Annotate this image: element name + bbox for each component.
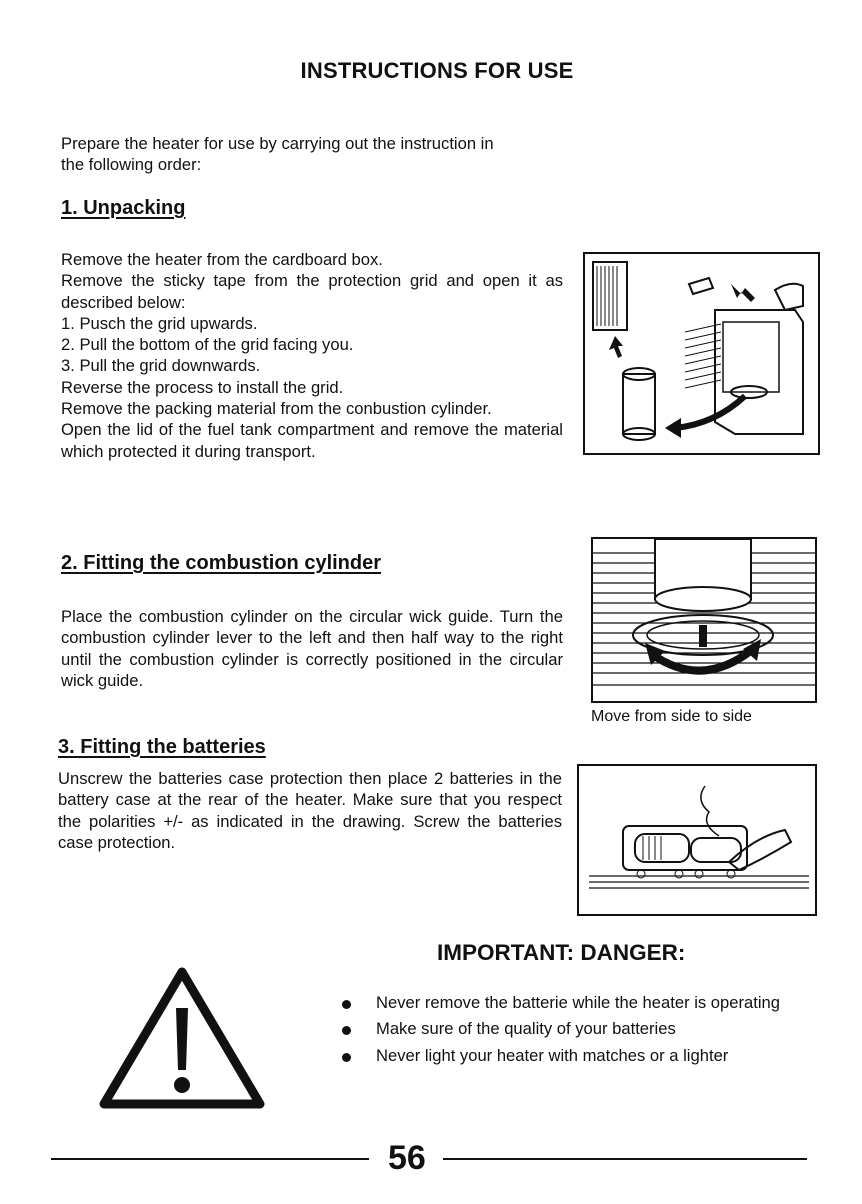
- danger-title: IMPORTANT: DANGER:: [437, 940, 686, 965]
- text-line: Reverse the process to install the grid.: [61, 377, 344, 397]
- text-line: 3. Pull the grid downwards.: [61, 356, 261, 376]
- page-title: INSTRUCTIONS FOR USE: [300, 58, 574, 83]
- cylinder-text: Place the combustion cylinder on the circular wick guide. Turn the combustion cylinder lever to the left and then half way to the right until the combustion cylinder is correctly positioned in the circular wick guide.: [61, 607, 563, 690]
- danger-item: Never remove the batterie while the heater is operating: [338, 990, 812, 1016]
- intro-line: Prepare the heater for use by carrying out the instruction in: [61, 134, 494, 153]
- section-heading-batteries: 3. Fitting the batteries: [58, 736, 266, 758]
- intro-line: the following order:: [61, 155, 202, 175]
- danger-list: [338, 990, 812, 1069]
- figure-caption: Move from side to side: [591, 708, 752, 725]
- cylinder-wick-illustration: [593, 539, 815, 701]
- warning-triangle-icon: [96, 964, 268, 1112]
- footer-rule-right: [443, 1158, 807, 1160]
- battery-case-illustration: [579, 766, 815, 914]
- text-line: Remove the sticky tape from the protection grid and open it as described below:: [61, 271, 563, 312]
- danger-item: Make sure of the quality of your batteries: [338, 1016, 812, 1043]
- figure-grid-unpacking: [583, 252, 820, 455]
- section-heading-cylinder: 2. Fitting the combustion cylinder: [61, 552, 382, 574]
- footer-rule-left: [51, 1158, 369, 1160]
- figure-cylinder-fitting: [591, 537, 817, 703]
- unpacking-text: [61, 249, 563, 462]
- danger-item: Never light your heater with matches or a lighter: [338, 1043, 812, 1070]
- page-number: 56: [388, 1139, 426, 1177]
- text-line: Remove the packing material from the conbustion cylinder.: [61, 399, 492, 419]
- text-line: 2. Pull the bottom of the grid facing you.: [61, 335, 354, 355]
- text-line: Open the lid of the fuel tank compartment and remove the material which protected it during transport.: [61, 420, 563, 461]
- text-line: 1. Pusch the grid upwards.: [61, 313, 258, 333]
- section-heading-unpacking: 1. Unpacking: [61, 197, 186, 219]
- heater-grid-illustration: [585, 254, 818, 453]
- figure-batteries: [577, 764, 817, 916]
- batteries-text: Unscrew the batteries case protection then place 2 batteries in the battery case at the rear of the heater. Make sure that you respect the polarities +/- as indicated in the drawing. Screw the batteries case protection.: [58, 769, 562, 852]
- intro-paragraph: [61, 133, 581, 176]
- text-line: Remove the heater from the cardboard box.: [61, 250, 383, 269]
